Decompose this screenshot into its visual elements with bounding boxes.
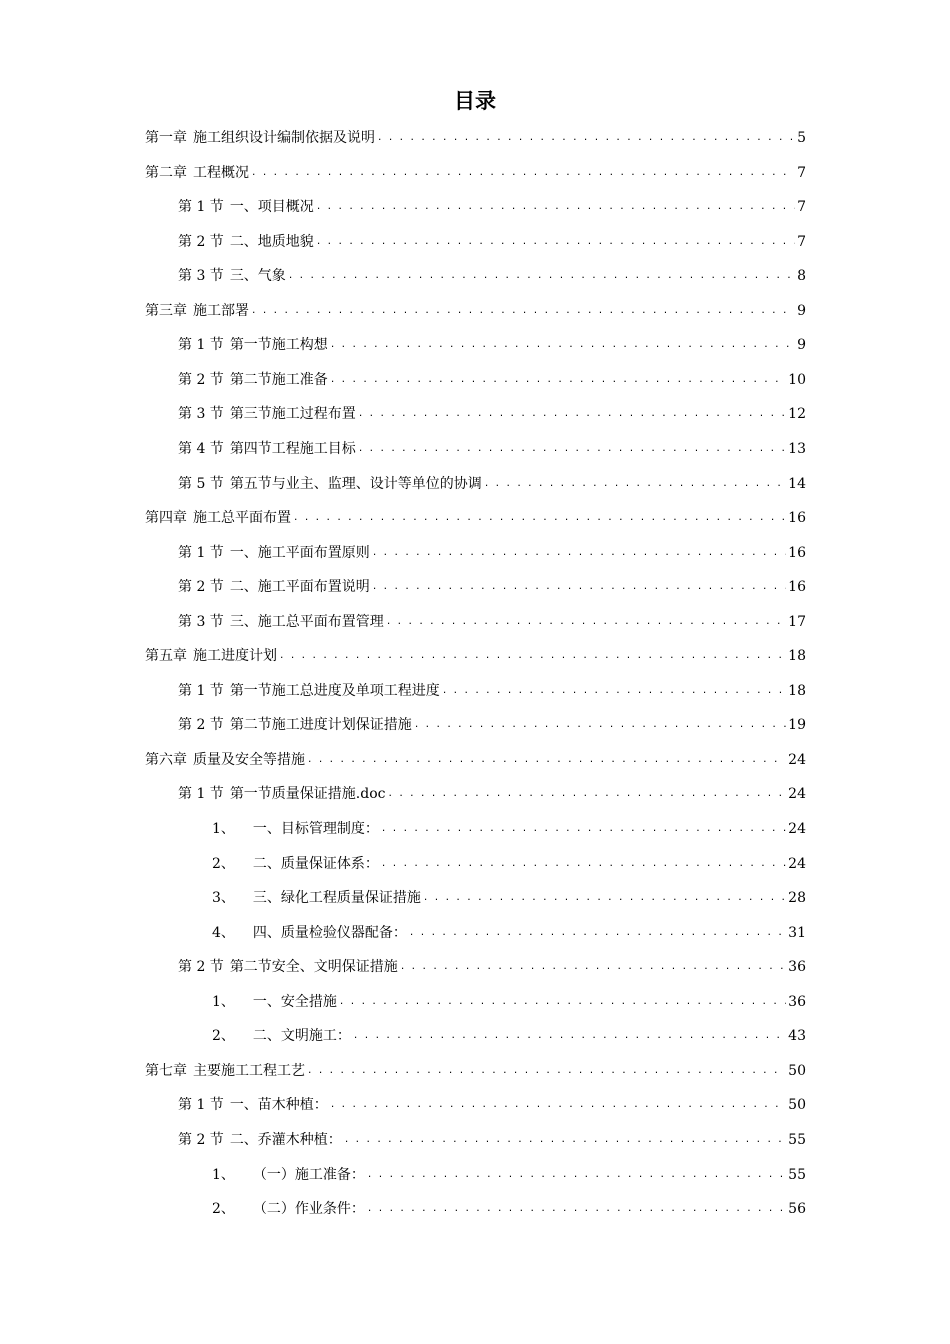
toc-entry-number: 第四章 — [145, 510, 187, 527]
toc-entry-label: 第一节质量保证措施.doc — [229, 786, 386, 803]
toc-entry-page: 16 — [788, 510, 806, 527]
toc-entry[interactable] — [178, 331, 806, 359]
toc-entry-label: 一、目标管理制度： — [252, 821, 379, 837]
toc-entry[interactable] — [178, 953, 806, 981]
toc-entry-label: 施工进度计划 — [193, 648, 277, 665]
toc-entry-page: 50 — [788, 1097, 806, 1114]
dot-leader — [400, 953, 786, 981]
toc-entry[interactable] — [212, 850, 806, 878]
toc-entry[interactable] — [178, 711, 806, 739]
dot-leader — [330, 331, 795, 359]
dot-leader — [330, 366, 786, 394]
toc-entry-label: 施工部署 — [193, 302, 249, 319]
toc-entry-label: 一、施工平面布置原则 — [229, 544, 370, 561]
toc-entry-label: 一、苗木种植： — [229, 1097, 328, 1114]
toc-entry-label: 第二节施工准备 — [229, 371, 328, 388]
toc-entry-number: 第一章 — [145, 130, 187, 146]
toc-entry-number: 第三章 — [145, 302, 187, 319]
toc-entry[interactable] — [212, 1195, 806, 1223]
toc-entry-label: 主要施工工程工艺 — [193, 1062, 305, 1079]
toc-entry-page: 36 — [788, 993, 806, 1010]
toc-entry-label: 第五节与业主、监理、设计等单位的协调 — [229, 475, 482, 492]
toc-entry-label: 质量及安全等措施 — [193, 751, 305, 768]
toc-entry-number: 3、 — [212, 890, 235, 907]
dot-leader — [372, 539, 786, 567]
toc-entry-number: 第 2 节 — [178, 1131, 224, 1148]
toc-entry-label: 第一节施工总进度及单项工程进度 — [229, 682, 440, 699]
toc-entry-page: 28 — [788, 890, 806, 907]
toc-entry-page: 36 — [788, 959, 806, 976]
dot-leader — [293, 504, 786, 532]
toc-entry[interactable] — [212, 1022, 806, 1050]
dot-leader — [330, 1091, 786, 1119]
toc-entry-number: 第 3 节 — [178, 406, 224, 423]
toc-entry-number: 第 4 节 — [178, 440, 224, 457]
toc-entry-number: 1、 — [212, 993, 235, 1010]
toc-entry-page: 24 — [788, 855, 806, 872]
dot-leader — [484, 470, 786, 498]
toc-entry-page: 10 — [788, 371, 806, 388]
dot-leader — [251, 297, 795, 325]
toc-entry[interactable] — [145, 124, 806, 152]
toc-entry-number: 4、 — [212, 924, 235, 941]
toc-entry-page: 7 — [797, 199, 806, 216]
toc-entry-number: 第 2 节 — [178, 233, 224, 250]
toc-entry-number: 第五章 — [145, 648, 187, 665]
toc-entry-page: 43 — [788, 1028, 806, 1045]
toc-entry-label: 第三节施工过程布置 — [229, 406, 356, 423]
toc-entry-label: 第四节工程施工目标 — [229, 440, 356, 457]
dot-leader — [316, 228, 795, 256]
dot-leader — [386, 608, 786, 636]
dot-leader — [251, 159, 795, 187]
toc-entry-number: 2、 — [212, 1201, 235, 1218]
toc-entry-label: 二、文明施工： — [252, 1028, 351, 1045]
toc-entry[interactable] — [178, 573, 806, 601]
toc-entry-number: 第 3 节 — [178, 268, 224, 285]
toc-entry-label: 三、绿化工程质量保证措施 — [252, 890, 421, 907]
toc-entry-page: 55 — [788, 1131, 806, 1148]
toc-entry-page: 24 — [788, 786, 806, 803]
toc-entry[interactable] — [145, 297, 806, 325]
dot-leader — [388, 780, 787, 808]
toc-entry-label: 第二节安全、文明保证措施 — [229, 959, 398, 976]
toc-entry-number: 第六章 — [145, 751, 187, 768]
dot-leader — [381, 850, 786, 878]
toc-entry[interactable] — [178, 539, 806, 567]
dot-leader — [307, 1057, 786, 1085]
toc-entry-page: 14 — [788, 475, 806, 492]
toc-entry[interactable] — [212, 919, 806, 947]
toc-entry-number: 第 1 节 — [178, 199, 224, 216]
toc-entry-page: 19 — [788, 717, 806, 734]
toc-entry-number: 2、 — [212, 1028, 235, 1045]
toc-entry-label: 二、乔灌木种植： — [229, 1131, 342, 1148]
toc-entry-label: 施工总平面布置 — [193, 510, 291, 527]
toc-entry-page: 5 — [797, 130, 806, 146]
toc-entry-number: 第 1 节 — [178, 786, 224, 803]
toc-entry-label: 二、地质地貌 — [229, 233, 314, 250]
toc-entry[interactable] — [178, 780, 806, 808]
toc-entry-page: 7 — [797, 164, 806, 181]
toc-entry-page: 8 — [797, 268, 806, 285]
toc-entry-number: 第 3 节 — [178, 613, 224, 630]
toc-entry[interactable] — [145, 642, 806, 670]
toc-entry-number: 1、 — [212, 1166, 235, 1183]
toc-entry[interactable] — [178, 366, 806, 394]
toc-entry-label: （二）作业条件： — [252, 1201, 365, 1218]
dot-leader — [381, 815, 786, 843]
dot-leader — [339, 988, 786, 1016]
toc-entry-label: 三、气象 — [229, 268, 286, 285]
toc-entry-number: 第二章 — [145, 164, 187, 181]
toc-entry-number: 第七章 — [145, 1062, 187, 1079]
toc-entry-label: 第一节施工构想 — [229, 337, 328, 354]
toc-entry-number: 2、 — [212, 855, 235, 872]
toc-entry-number: 第 2 节 — [178, 579, 224, 596]
dot-leader — [279, 642, 786, 670]
toc-entry-label: 施工组织设计编制依据及说明 — [193, 130, 375, 146]
toc-entry-page: 12 — [788, 406, 806, 423]
toc-entry-number: 第 2 节 — [178, 371, 224, 388]
toc-entry-page: 18 — [788, 648, 806, 665]
toc-entry[interactable] — [178, 1126, 806, 1154]
toc-entry[interactable] — [145, 159, 806, 187]
toc-entry-number: 第 2 节 — [178, 717, 224, 734]
toc-entry-page: 31 — [788, 924, 806, 941]
toc-title: 目录 — [454, 89, 496, 113]
dot-leader — [288, 262, 795, 290]
dot-leader — [358, 400, 786, 428]
toc-entry-label: 工程概况 — [193, 164, 249, 181]
toc-entry[interactable] — [178, 262, 806, 290]
dot-leader — [353, 1022, 786, 1050]
toc-entry-page: 18 — [788, 682, 806, 699]
toc-entry[interactable] — [178, 400, 806, 428]
toc-entry-number: 第 5 节 — [178, 475, 224, 492]
toc-entry[interactable] — [212, 815, 806, 843]
dot-leader — [414, 711, 786, 739]
toc-entry-page: 16 — [788, 544, 806, 561]
dot-leader — [367, 1161, 786, 1189]
dot-leader — [316, 193, 795, 221]
toc-entry[interactable] — [212, 884, 806, 912]
toc-entry[interactable] — [145, 746, 806, 774]
dot-leader — [344, 1126, 786, 1154]
dot-leader — [442, 677, 786, 705]
toc-entry[interactable] — [145, 504, 806, 532]
toc-entry-label: 三、施工总平面布置管理 — [229, 613, 384, 630]
dot-leader — [377, 124, 795, 152]
toc-entry[interactable] — [178, 677, 806, 705]
toc-entry-page: 16 — [788, 579, 806, 596]
dot-leader — [409, 919, 786, 947]
toc-entry-page: 55 — [788, 1166, 806, 1183]
toc-entry-page: 56 — [788, 1201, 806, 1218]
toc-entry-page: 13 — [788, 440, 806, 457]
toc-entry[interactable] — [178, 470, 806, 498]
dot-leader — [372, 573, 786, 601]
toc-entry-number: 第 1 节 — [178, 337, 224, 354]
toc-entry-number: 第 1 节 — [178, 1097, 224, 1114]
toc-entry-page: 9 — [797, 302, 806, 319]
toc-entry-number: 第 1 节 — [178, 544, 224, 561]
toc-entry-label: 四、质量检验仪器配备： — [252, 924, 407, 941]
toc-entry-page: 17 — [788, 613, 806, 630]
toc-entry-page: 9 — [797, 337, 806, 354]
toc-entry-number: 第 2 节 — [178, 959, 224, 976]
dot-leader — [307, 746, 786, 774]
toc-entry[interactable] — [212, 988, 806, 1016]
toc-entry-page: 50 — [788, 1062, 806, 1079]
toc-entry-number: 第 1 节 — [178, 682, 224, 699]
dot-leader — [423, 884, 786, 912]
toc-entry-page: 24 — [788, 821, 806, 837]
dot-leader — [358, 435, 786, 463]
dot-leader — [367, 1195, 786, 1223]
toc-entry-page: 7 — [797, 233, 806, 250]
toc-entry-label: 一、安全措施 — [252, 993, 337, 1010]
toc-entry[interactable] — [145, 1057, 806, 1085]
toc-entry[interactable] — [178, 1091, 806, 1119]
toc-entry-label: 第二节施工进度计划保证措施 — [229, 717, 412, 734]
toc-entry[interactable] — [178, 228, 806, 256]
toc-entry-number: 1、 — [212, 821, 235, 837]
toc-entry[interactable] — [178, 608, 806, 636]
toc-entry-page: 24 — [788, 751, 806, 768]
toc-entry-label: 二、质量保证体系： — [252, 855, 379, 872]
toc-entry[interactable] — [212, 1161, 806, 1189]
toc-entry-label: 一、项目概况 — [229, 199, 314, 216]
toc-entry[interactable] — [178, 435, 806, 463]
toc-entry-label: （一）施工准备： — [252, 1166, 365, 1183]
toc-entry-label: 二、施工平面布置说明 — [229, 579, 370, 596]
toc-entry[interactable] — [178, 193, 806, 221]
